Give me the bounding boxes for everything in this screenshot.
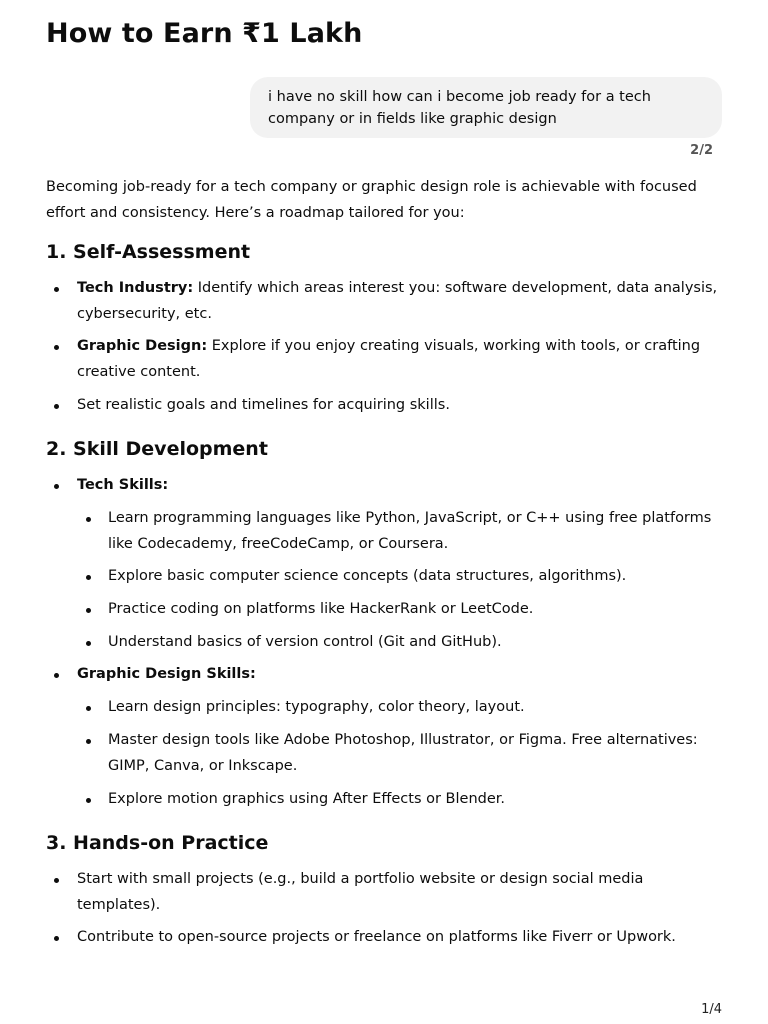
list-item: Practice coding on platforms like HackerRank or LeetCode. — [108, 601, 534, 617]
section-heading-skill-development: 2. Skill Development — [46, 438, 268, 460]
list-item: Start with small projects (e.g., build a portfolio website or design social media templates). — [77, 871, 644, 913]
item-text: Identify which areas interest you: software development, data analysis, cybersecurity, etc. — [77, 280, 718, 322]
list-item-design-skills — [77, 662, 727, 688]
list-item: Learn design principles: typography, color theory, layout. — [108, 699, 525, 715]
bullet-dot — [54, 484, 59, 489]
response-version-indicator[interactable]: 2/2 — [690, 143, 713, 158]
bullet-dot — [54, 878, 59, 883]
bullet-dot — [86, 517, 91, 522]
list-item: Explore basic computer science concepts (data structures, algorithms). — [108, 568, 627, 584]
bullet-dot — [54, 936, 59, 941]
bullet-dot — [86, 798, 91, 803]
list-item — [77, 276, 727, 327]
bullet-dot — [54, 345, 59, 350]
item-label: Graphic Design Skills: — [77, 666, 256, 682]
bullet-dot — [86, 706, 91, 711]
section-heading-hands-on-practice: 3. Hands-on Practice — [46, 832, 269, 854]
page-title: How to Earn ₹1 Lakh — [46, 18, 363, 49]
section-heading-self-assessment: 1. Self-Assessment — [46, 241, 251, 263]
intro-paragraph: Becoming job-ready for a tech company or graphic design role is achievable with focused effort and consistency. Here’s a roadmap tailored for you: — [46, 179, 697, 221]
bullet-dot — [86, 641, 91, 646]
item-label: Tech Industry: — [77, 280, 194, 296]
list-item: Understand basics of version control (Git and GitHub). — [108, 634, 502, 650]
item-label: Tech Skills: — [77, 477, 169, 493]
item-label: Graphic Design: — [77, 338, 208, 354]
list-item: Explore motion graphics using After Effects or Blender. — [108, 791, 506, 807]
list-item-tech-skills — [77, 473, 727, 499]
item-text: Explore if you enjoy creating visuals, working with tools, or crafting creative content. — [77, 338, 701, 380]
bullet-dot — [86, 575, 91, 580]
bullet-dot — [54, 287, 59, 292]
list-item — [77, 393, 727, 419]
page-indicator: 1/4 — [701, 1002, 722, 1017]
user-message-bubble: i have no skill how can i become job ready for a tech company or in fields like graphic design — [250, 77, 722, 138]
list-item: Contribute to open-source projects or freelance on platforms like Fiverr or Upwork. — [77, 929, 676, 945]
list-item: Learn programming languages like Python, JavaScript, or C++ using free platforms like Codecademy, freeCodeCamp, or Coursera. — [108, 510, 712, 552]
list-item — [77, 334, 727, 385]
list-item: Master design tools like Adobe Photoshop, Illustrator, or Figma. Free alternatives: GIMP, Canva, or Inkscape. — [108, 732, 698, 774]
item-text: Set realistic goals and timelines for acquiring skills. — [77, 397, 450, 413]
bullet-dot — [54, 673, 59, 678]
bullet-dot — [54, 404, 59, 409]
bullet-dot — [86, 739, 91, 744]
bullet-dot — [86, 608, 91, 613]
